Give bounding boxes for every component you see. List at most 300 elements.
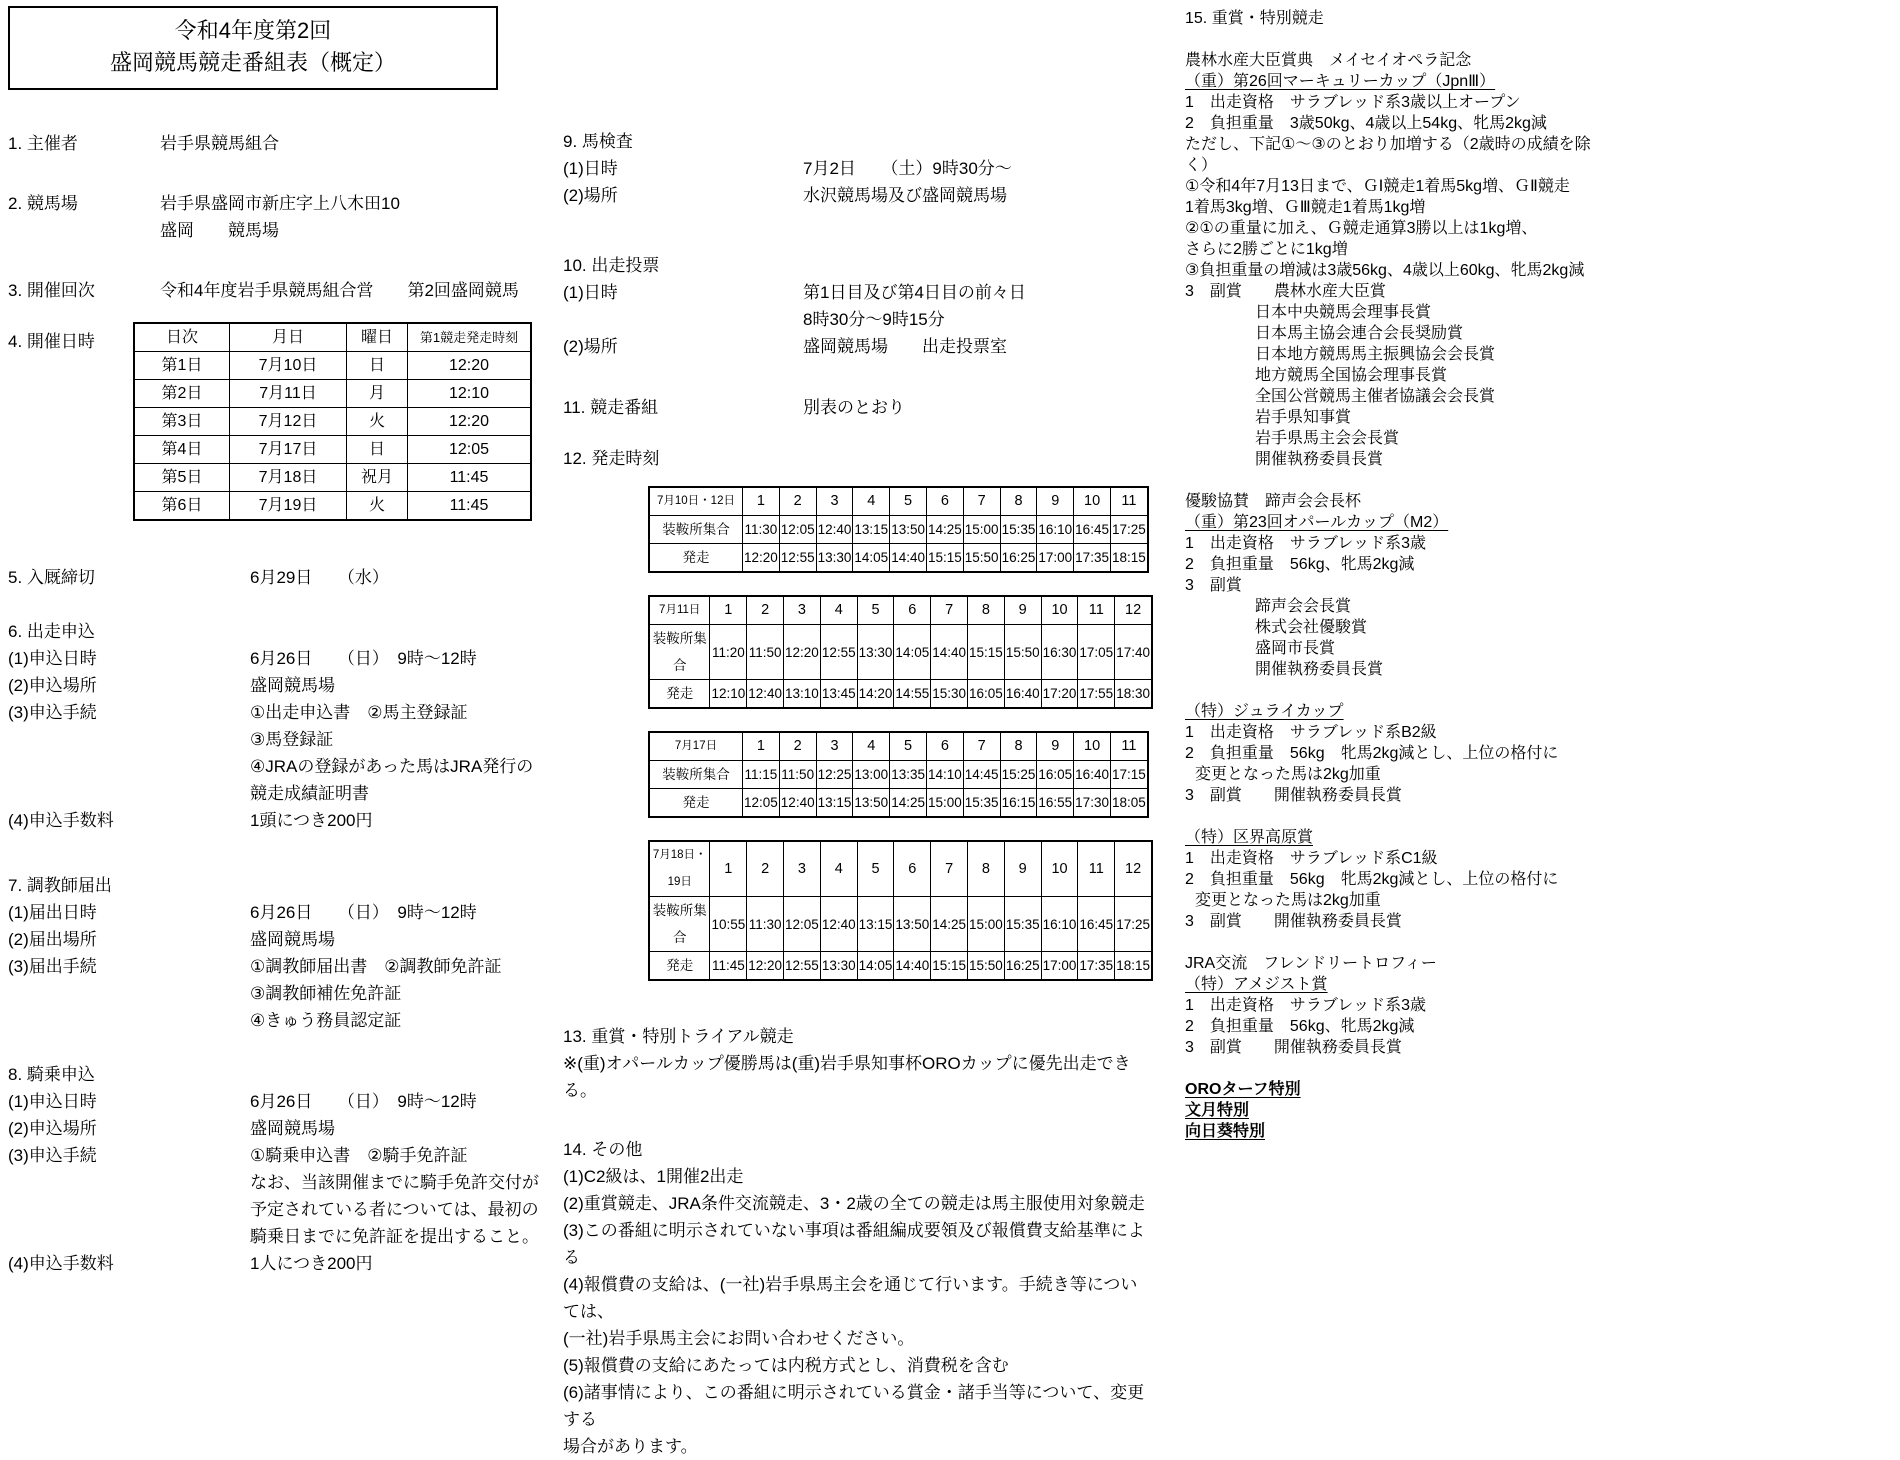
table-cell: 発走 bbox=[649, 789, 743, 818]
text-span: 3 副賞 開催執務委員長賞 bbox=[1185, 787, 1402, 804]
table-cell: 14:05 bbox=[857, 952, 894, 981]
table-cell: 14:45 bbox=[963, 761, 1000, 789]
table-cell: 18:05 bbox=[1110, 789, 1147, 818]
text-line bbox=[563, 1271, 1153, 1325]
text-span: 岩手県馬主会会長賞 bbox=[1255, 430, 1400, 447]
table-cell: 5 bbox=[890, 487, 927, 516]
text-span: 1 出走資格 サラブレッド系C1級 bbox=[1185, 850, 1438, 867]
table-cell: 3 bbox=[816, 487, 853, 516]
text-line bbox=[1185, 596, 1605, 617]
kv-row bbox=[8, 1142, 556, 1169]
text-span: 2 負担重量 56kg 牝馬2kg減とし、上位の格付に bbox=[1185, 745, 1559, 762]
table-cell: 16:05 bbox=[968, 680, 1005, 709]
title-line-2: 盛岡競馬競走番組表（概定） bbox=[109, 50, 396, 75]
table-cell: 11 bbox=[1110, 487, 1147, 516]
kv-row bbox=[8, 645, 556, 672]
text-span: 開催執務委員長賞 bbox=[1255, 661, 1384, 678]
table-cell: 16:40 bbox=[1074, 761, 1111, 789]
left-column bbox=[8, 6, 556, 1277]
table-cell: 11:50 bbox=[779, 761, 816, 789]
kv-row bbox=[8, 726, 556, 753]
table-cell: 13:35 bbox=[890, 761, 927, 789]
table-cell: 3 bbox=[816, 732, 853, 761]
table-cell: 9 bbox=[1037, 487, 1074, 516]
table-row bbox=[649, 544, 1148, 573]
table-cell: 第5日 bbox=[134, 464, 230, 492]
text-span: 開催執務委員長賞 bbox=[1255, 451, 1384, 468]
text-line bbox=[1185, 344, 1605, 365]
kv-row bbox=[563, 155, 1153, 182]
table-cell: 15:35 bbox=[963, 789, 1000, 818]
field-label: (3)申込手続 bbox=[8, 1146, 97, 1165]
section-label: 10. 出走投票 bbox=[563, 256, 660, 275]
text-span: 2 負担重量 56kg、牝馬2kg減 bbox=[1185, 1018, 1415, 1035]
trial-races-note: ※(重)オパールカップ優勝馬は(重)岩手県知事杯OROカップに優先出走できる。 bbox=[563, 1054, 1131, 1100]
table-cell: 第4日 bbox=[134, 436, 230, 464]
table-row bbox=[649, 841, 1152, 897]
table-cell: 11:45 bbox=[408, 464, 532, 492]
table-cell: 13:30 bbox=[816, 544, 853, 573]
table-cell: 12:05 bbox=[779, 516, 816, 544]
kv-row bbox=[8, 807, 556, 834]
race-mercury-cup bbox=[1185, 50, 1605, 470]
text-span: 農林水産大臣賞典 メイセイオペラ記念 bbox=[1185, 52, 1472, 69]
table-cell: 11 bbox=[1078, 841, 1115, 897]
text-line bbox=[1185, 869, 1605, 890]
field-label: (2)場所 bbox=[563, 186, 618, 205]
table-cell: 12:55 bbox=[779, 544, 816, 573]
address-line: 岩手県盛岡市新庄字上八木田10 bbox=[160, 194, 400, 213]
text-line bbox=[1185, 827, 1605, 848]
section-meeting-number bbox=[8, 277, 556, 304]
table-cell: 15:50 bbox=[1004, 625, 1041, 680]
table-cell: 12:05 bbox=[784, 897, 821, 952]
table-cell: 7月11日 bbox=[230, 380, 347, 408]
table-row bbox=[134, 436, 531, 464]
table-cell: 12:10 bbox=[408, 380, 532, 408]
text-span: 1 出走資格 サラブレッド系3歳 bbox=[1185, 535, 1426, 552]
text-span: 場合があります。 bbox=[563, 1437, 698, 1456]
race-amethyst bbox=[1185, 953, 1605, 1058]
table-cell: 17:35 bbox=[1074, 544, 1111, 573]
table-cell: 17:30 bbox=[1074, 789, 1111, 818]
table-cell: 曜日 bbox=[347, 323, 408, 352]
text-span: ただし、下記①～③のとおり加増する（2歳時の成績を除く） bbox=[1185, 136, 1591, 174]
table-cell: 10 bbox=[1074, 487, 1111, 516]
text-line bbox=[1185, 848, 1605, 869]
section-label: 14. その他 bbox=[563, 1140, 643, 1159]
race-july-cup bbox=[1185, 701, 1605, 806]
table-cell: 13:15 bbox=[857, 897, 894, 952]
table-cell: 15:15 bbox=[968, 625, 1005, 680]
text-line bbox=[1185, 113, 1605, 134]
table-cell: 12:40 bbox=[747, 680, 784, 709]
trainer-notification-list bbox=[8, 899, 556, 1034]
kv-row bbox=[8, 672, 556, 699]
text-span: 地方競馬全国協会理事長賞 bbox=[1255, 367, 1448, 384]
table-cell: 発走 bbox=[649, 544, 743, 573]
table-cell: 16:25 bbox=[1004, 952, 1041, 981]
others-list bbox=[563, 1163, 1153, 1460]
text-span: (4)報償費の支給は、(一社)岩手県馬主会を通じて行います。手続き等については、 bbox=[563, 1275, 1138, 1321]
field-value: 6月26日 （日） 9時～12時 bbox=[250, 903, 477, 922]
field-label: (2)申込場所 bbox=[8, 676, 97, 695]
section-label: 1. 主催者 bbox=[8, 134, 78, 153]
table-cell: 15:15 bbox=[931, 952, 968, 981]
text-line bbox=[563, 1217, 1153, 1271]
text-line bbox=[1185, 323, 1605, 344]
table-cell: 15:00 bbox=[968, 897, 1005, 952]
text-line bbox=[1185, 890, 1605, 911]
text-span: 1着馬3kg増、ＧⅢ競走1着馬1kg増 bbox=[1185, 199, 1426, 216]
document-title bbox=[8, 6, 498, 90]
table-cell: 日 bbox=[347, 436, 408, 464]
table-cell: 7月18日・19日 bbox=[649, 841, 710, 897]
table-cell: 第2日 bbox=[134, 380, 230, 408]
meeting-dates-table bbox=[133, 322, 532, 521]
table-cell: 18:15 bbox=[1110, 544, 1147, 573]
section-label: 4. 開催日時 bbox=[8, 332, 95, 351]
section-label: 5. 入厩締切 bbox=[8, 568, 95, 587]
table-cell: 12:55 bbox=[820, 625, 857, 680]
table-cell: 第1競走発走時刻 bbox=[408, 323, 532, 352]
field-value: 1頭につき200円 bbox=[250, 811, 373, 830]
table-cell: 3 bbox=[784, 596, 821, 625]
text-span: 2 負担重量 3歳50kg、4歳以上54kg、牝馬2kg減 bbox=[1185, 115, 1547, 132]
text-span: 1 出走資格 サラブレッド系B2級 bbox=[1185, 724, 1437, 741]
table-cell: 14:40 bbox=[894, 952, 931, 981]
text-line bbox=[1185, 428, 1605, 449]
text-line bbox=[563, 1325, 1153, 1352]
text-line bbox=[1185, 1037, 1605, 1058]
table-cell: 2 bbox=[747, 596, 784, 625]
field-label: (1)日時 bbox=[563, 283, 618, 302]
table-cell: 14:25 bbox=[926, 516, 963, 544]
table-cell: 12 bbox=[1115, 841, 1152, 897]
table-cell: 装鞍所集合 bbox=[649, 516, 743, 544]
table-cell: 17:00 bbox=[1037, 544, 1074, 573]
text-line bbox=[1185, 575, 1605, 596]
table-cell: 7月19日 bbox=[230, 492, 347, 521]
start-times-table-jul11 bbox=[648, 595, 1153, 709]
table-cell: 装鞍所集合 bbox=[649, 897, 710, 952]
text-span: 全国公営競馬主催者協議会会長賞 bbox=[1255, 388, 1496, 405]
text-line bbox=[563, 1352, 1153, 1379]
table-cell: 17:05 bbox=[1078, 625, 1115, 680]
field-label: (1)申込日時 bbox=[8, 1092, 97, 1111]
text-span: 株式会社優駿賞 bbox=[1255, 619, 1368, 636]
title-line-1: 令和4年度第2回 bbox=[174, 18, 332, 43]
table-cell: 8 bbox=[968, 596, 1005, 625]
text-line bbox=[1185, 554, 1605, 575]
text-span: (5)報償費の支給にあたっては内税方式とし、消費税を含む bbox=[563, 1356, 1009, 1375]
table-cell: 6 bbox=[894, 841, 931, 897]
table-cell: 15:00 bbox=[926, 789, 963, 818]
field-value: 第1日目及び第4日目の前々日 bbox=[803, 283, 1026, 302]
text-span: ③負担重量の増減は3歳56kg、4歳以上60kg、牝馬2kg減 bbox=[1185, 262, 1585, 279]
field-label: (1)日時 bbox=[563, 159, 618, 178]
text-line bbox=[1185, 953, 1605, 974]
table-cell: 11:30 bbox=[743, 516, 780, 544]
table-cell: 7 bbox=[931, 596, 968, 625]
start-times-table-jul18-19 bbox=[648, 840, 1153, 981]
field-value: 7月2日 （土）9時30分～ bbox=[803, 159, 1012, 178]
section-trainer-notification bbox=[8, 872, 556, 1034]
text-line bbox=[1185, 134, 1605, 176]
table-cell: 10 bbox=[1074, 732, 1111, 761]
text-line bbox=[1185, 1079, 1605, 1100]
text-line bbox=[563, 1163, 1153, 1190]
table-cell: 16:45 bbox=[1078, 897, 1115, 952]
table-cell: 12:05 bbox=[408, 436, 532, 464]
section-label: 13. 重賞・特別トライアル競走 bbox=[563, 1027, 794, 1046]
table-row bbox=[649, 516, 1148, 544]
table-cell: 17:00 bbox=[1041, 952, 1078, 981]
text-line bbox=[1185, 764, 1605, 785]
text-line bbox=[1185, 302, 1605, 323]
table-cell: 月 bbox=[347, 380, 408, 408]
table-row bbox=[649, 789, 1148, 818]
text-line bbox=[1185, 176, 1605, 197]
table-cell: 12:55 bbox=[784, 952, 821, 981]
field-value: ④JRAの登録があった馬はJRA発行の bbox=[250, 757, 534, 776]
table-cell: 16:10 bbox=[1041, 897, 1078, 952]
table-cell: 装鞍所集合 bbox=[649, 625, 710, 680]
text-span: (一社)岩手県馬主会にお問い合わせください。 bbox=[563, 1329, 915, 1348]
field-value: ③調教師補佐免許証 bbox=[250, 984, 402, 1003]
table-cell: 11:45 bbox=[408, 492, 532, 521]
kv-row bbox=[8, 1223, 556, 1250]
text-span: 日本中央競馬会理事長賞 bbox=[1255, 304, 1432, 321]
kv-row bbox=[8, 753, 556, 780]
section-organizer bbox=[8, 130, 556, 157]
table-cell: 10 bbox=[1041, 841, 1078, 897]
field-value: なお、当該開催までに騎手免許交付が bbox=[250, 1173, 539, 1192]
table-cell: 14:25 bbox=[890, 789, 927, 818]
text-span: 優駿協賛 蹄声会会長杯 bbox=[1185, 493, 1362, 510]
text-line bbox=[1185, 50, 1605, 71]
kv-row bbox=[563, 333, 1153, 360]
kv-row bbox=[8, 1169, 556, 1196]
table-cell: 8 bbox=[968, 841, 1005, 897]
text-line bbox=[1185, 785, 1605, 806]
text-span: 2 負担重量 56kg、牝馬2kg減 bbox=[1185, 556, 1415, 573]
table-cell: 日次 bbox=[134, 323, 230, 352]
table-cell: 11:45 bbox=[710, 952, 747, 981]
table-cell: 11:20 bbox=[710, 625, 747, 680]
table-cell: 1 bbox=[743, 487, 780, 516]
text-line bbox=[1185, 1121, 1605, 1142]
table-cell: 7 bbox=[931, 841, 968, 897]
text-line bbox=[1185, 491, 1605, 512]
text-line bbox=[1185, 743, 1605, 764]
kv-row bbox=[8, 1007, 556, 1034]
table-cell: 日 bbox=[347, 352, 408, 380]
field-value: 8時30分～9時15分 bbox=[803, 310, 945, 329]
table-cell: 13:00 bbox=[853, 761, 890, 789]
field-label: (4)申込手数料 bbox=[8, 1254, 114, 1273]
text-line bbox=[1185, 659, 1605, 680]
text-span: （特）アメジスト賞 bbox=[1185, 976, 1328, 993]
field-label: (1)申込日時 bbox=[8, 649, 97, 668]
table-cell: 14:05 bbox=[894, 625, 931, 680]
field-value: 盛岡競馬場 bbox=[250, 1119, 335, 1138]
table-cell: 11:30 bbox=[747, 897, 784, 952]
table-cell: 発走 bbox=[649, 680, 710, 709]
field-value: 1人につき200円 bbox=[250, 1254, 373, 1273]
table-cell: 2 bbox=[747, 841, 784, 897]
table-cell: 14:40 bbox=[890, 544, 927, 573]
table-row bbox=[649, 596, 1152, 625]
field-value: 盛岡競馬場 bbox=[250, 930, 335, 949]
table-row bbox=[134, 464, 531, 492]
field-value: 競走成績証明書 bbox=[250, 784, 369, 803]
text-span: 蹄声会会長賞 bbox=[1255, 598, 1352, 615]
table-cell: 13:50 bbox=[853, 789, 890, 818]
middle-column bbox=[563, 128, 1153, 1460]
table-cell: 1 bbox=[710, 596, 747, 625]
kv-row bbox=[8, 1196, 556, 1223]
entry-voting-list bbox=[563, 279, 1153, 360]
table-row bbox=[649, 487, 1148, 516]
table-cell: 16:25 bbox=[1000, 544, 1037, 573]
table-cell: 15:25 bbox=[1000, 761, 1037, 789]
text-span: （特）区界高原賞 bbox=[1185, 829, 1314, 846]
special-races-list bbox=[1185, 1079, 1605, 1142]
text-span: (1)C2級は、1開催2出走 bbox=[563, 1167, 744, 1186]
kv-row bbox=[8, 899, 556, 926]
table-cell: 6 bbox=[926, 732, 963, 761]
table-cell: 5 bbox=[857, 596, 894, 625]
text-span: 2 負担重量 56kg 牝馬2kg減とし、上位の格付に bbox=[1185, 871, 1559, 888]
table-cell: 13:50 bbox=[890, 516, 927, 544]
text-line bbox=[1185, 92, 1605, 113]
text-line bbox=[563, 1190, 1153, 1217]
field-value: 6月26日 （日） 9時～12時 bbox=[250, 649, 477, 668]
table-cell: 4 bbox=[853, 487, 890, 516]
table-cell: 17:20 bbox=[1041, 680, 1078, 709]
table-row bbox=[134, 352, 531, 380]
table-cell: 第3日 bbox=[134, 408, 230, 436]
text-line bbox=[1185, 197, 1605, 218]
field-label: (3)申込手続 bbox=[8, 703, 97, 722]
table-row bbox=[134, 492, 531, 521]
race-opal-cup bbox=[1185, 491, 1605, 680]
table-cell: 4 bbox=[820, 596, 857, 625]
text-line bbox=[1185, 365, 1605, 386]
table-cell: 9 bbox=[1004, 841, 1041, 897]
table-cell: 火 bbox=[347, 492, 408, 521]
section-racecourse bbox=[8, 190, 556, 244]
table-cell: 7月10日 bbox=[230, 352, 347, 380]
table-cell: 16:05 bbox=[1037, 761, 1074, 789]
text-line bbox=[1185, 239, 1605, 260]
section-value: 令和4年度岩手県競馬組合営 第2回盛岡競馬 bbox=[160, 281, 519, 300]
table-cell: 12:40 bbox=[820, 897, 857, 952]
text-span: ①令和4年7月13日まで、ＧⅠ競走1着馬5kg増、ＧⅡ競走 bbox=[1185, 178, 1570, 195]
table-cell: 12:05 bbox=[743, 789, 780, 818]
table-cell: 4 bbox=[853, 732, 890, 761]
text-span: OROターフ特別 bbox=[1185, 1081, 1301, 1098]
table-cell: 7 bbox=[963, 487, 1000, 516]
table-row bbox=[649, 952, 1152, 981]
field-value: ①騎乗申込書 ②騎手免許証 bbox=[250, 1146, 468, 1165]
text-line bbox=[1185, 1100, 1605, 1121]
table-cell: 18:15 bbox=[1115, 952, 1152, 981]
table-cell: 1 bbox=[743, 732, 780, 761]
venue-line: 盛岡 競馬場 bbox=[160, 221, 279, 240]
kv-row bbox=[8, 926, 556, 953]
section-race-program bbox=[563, 394, 1153, 421]
text-line bbox=[1185, 260, 1605, 281]
table-cell: 3 bbox=[784, 841, 821, 897]
table-cell: 14:10 bbox=[926, 761, 963, 789]
field-label: (3)届出手続 bbox=[8, 957, 97, 976]
table-cell: 11 bbox=[1110, 732, 1147, 761]
table-cell: 発走 bbox=[649, 952, 710, 981]
table-cell: 9 bbox=[1004, 596, 1041, 625]
table-cell: 12:20 bbox=[743, 544, 780, 573]
table-cell: 13:45 bbox=[820, 680, 857, 709]
section-riding-application bbox=[8, 1061, 556, 1277]
kv-row bbox=[563, 279, 1153, 306]
field-value: 盛岡競馬場 bbox=[250, 676, 335, 695]
table-cell: 12:40 bbox=[779, 789, 816, 818]
text-span: 日本地方競馬馬主振興協会会長賞 bbox=[1255, 346, 1496, 363]
field-value: 6月26日 （日） 9時～12時 bbox=[250, 1092, 477, 1111]
section-horse-inspection bbox=[563, 128, 1153, 209]
table-cell: 12:25 bbox=[816, 761, 853, 789]
table-cell: 4 bbox=[820, 841, 857, 897]
table-row bbox=[134, 408, 531, 436]
table-cell: 15:35 bbox=[1000, 516, 1037, 544]
field-value: ④きゅう務員認定証 bbox=[250, 1011, 402, 1030]
kv-row bbox=[8, 780, 556, 807]
table-cell: 12:20 bbox=[408, 352, 532, 380]
kv-row bbox=[8, 1115, 556, 1142]
table-row bbox=[134, 323, 531, 352]
table-row bbox=[649, 761, 1148, 789]
text-line bbox=[1185, 533, 1605, 554]
section-label: 11. 競走番組 bbox=[563, 398, 659, 417]
table-cell: 11:50 bbox=[747, 625, 784, 680]
section-value: 別表のとおり bbox=[803, 398, 905, 417]
table-cell: 12:20 bbox=[408, 408, 532, 436]
text-span: 岩手県知事賞 bbox=[1255, 409, 1352, 426]
field-value: ③馬登録証 bbox=[250, 730, 334, 749]
kv-row bbox=[8, 1088, 556, 1115]
table-cell: 14:25 bbox=[931, 897, 968, 952]
text-line bbox=[1185, 722, 1605, 743]
table-cell: 12:40 bbox=[816, 516, 853, 544]
riding-application-list bbox=[8, 1088, 556, 1277]
field-label: (2)届出場所 bbox=[8, 930, 97, 949]
table-cell: 15:50 bbox=[963, 544, 1000, 573]
table-cell: 10:55 bbox=[710, 897, 747, 952]
text-span: 3 副賞 開催執務委員長賞 bbox=[1185, 1039, 1402, 1056]
table-cell: 7月10日・12日 bbox=[649, 487, 743, 516]
table-cell: 16:10 bbox=[1037, 516, 1074, 544]
text-span: 日本馬主協会連合会長奨励賞 bbox=[1255, 325, 1464, 342]
table-cell: 祝月 bbox=[347, 464, 408, 492]
table-cell: 16:45 bbox=[1074, 516, 1111, 544]
table-cell: 9 bbox=[1037, 732, 1074, 761]
text-span: JRA交流 フレンドリートロフィー bbox=[1185, 955, 1437, 972]
table-cell: 6 bbox=[926, 487, 963, 516]
text-line bbox=[563, 1379, 1153, 1433]
table-cell: 15:15 bbox=[926, 544, 963, 573]
table-cell: 17:15 bbox=[1110, 761, 1147, 789]
